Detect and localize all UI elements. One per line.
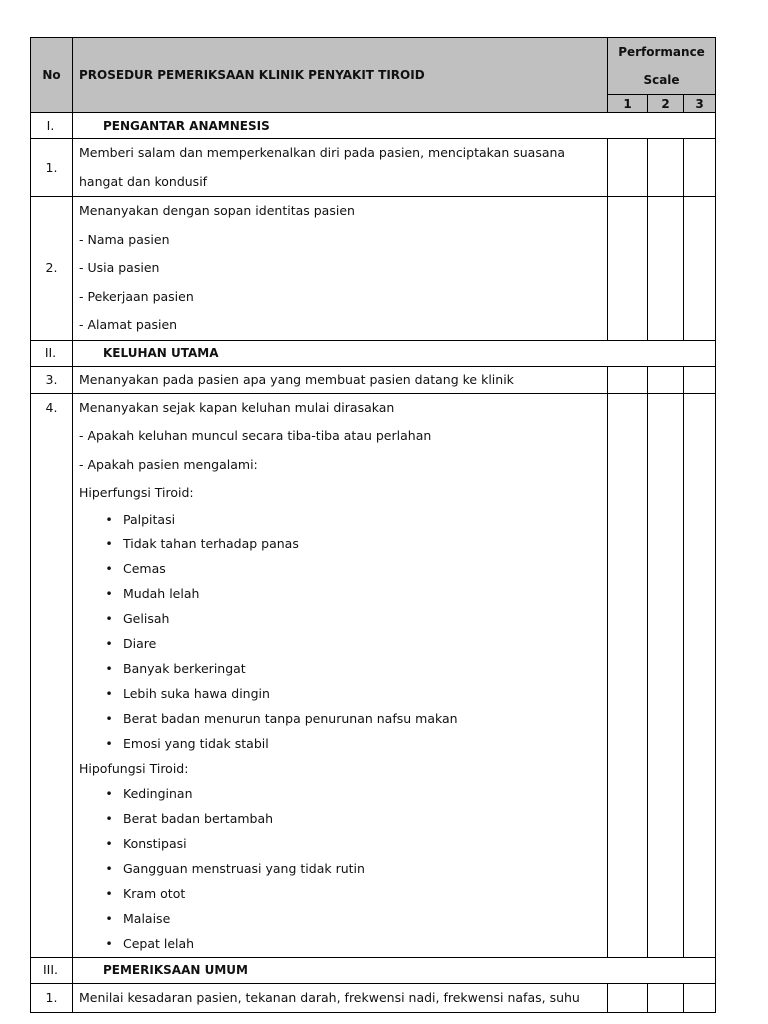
- row-number: 1.: [31, 983, 73, 1012]
- scale-col-1: 1: [608, 95, 648, 113]
- hiperfungsi-label: Hiperfungsi Tiroid:: [79, 485, 194, 500]
- scale-label: Scale: [643, 73, 680, 87]
- symptom-text: Emosi yang tidak stabil: [123, 735, 269, 751]
- score-cell-2[interactable]: [648, 197, 684, 341]
- hipofungsi-label: Hipofungsi Tiroid:: [79, 761, 189, 777]
- score-cell-1[interactable]: [608, 366, 648, 393]
- bullet-icon: •: [105, 685, 113, 701]
- score-cell-1[interactable]: [608, 393, 648, 957]
- symptom-text: Diare: [123, 635, 157, 651]
- header-no: No: [31, 38, 73, 113]
- row-number: 3.: [31, 366, 73, 393]
- symptom-text: Lebih suka hawa dingin: [123, 685, 270, 701]
- procedure-line: - Pekerjaan pasien: [79, 288, 194, 304]
- row-number: 2.: [31, 197, 73, 341]
- row-number: 4.: [31, 393, 73, 957]
- symptom-text: Tidak tahan terhadap panas: [123, 536, 299, 552]
- table-row: [31, 139, 716, 197]
- hiperfungsi-item: [73, 532, 607, 557]
- hiperfungsi-item: [73, 657, 607, 682]
- symptom-text: Malaise: [123, 910, 171, 926]
- procedure-line: Menanyakan dengan sopan identitas pasien: [79, 203, 355, 218]
- table-row: [31, 393, 716, 957]
- bullet-icon: •: [105, 836, 113, 852]
- bullet-icon: •: [105, 861, 113, 877]
- section-number: II.: [31, 340, 73, 366]
- hipofungsi-item: [73, 882, 607, 907]
- symptom-text: Konstipasi: [123, 836, 187, 852]
- score-cell-2[interactable]: [648, 366, 684, 393]
- row-procedure: Menanyakan pada pasien apa yang membuat pasien datang ke klinik: [73, 366, 608, 393]
- hipofungsi-item: [73, 932, 607, 957]
- header-title: PROSEDUR PEMERIKSAAN KLINIK PENYAKIT TIROID: [73, 38, 608, 113]
- section-title: PENGANTAR ANAMNESIS: [73, 113, 716, 139]
- bullet-icon: •: [105, 635, 113, 651]
- bullet-icon: •: [105, 735, 113, 751]
- table-row: [31, 983, 716, 1012]
- hipofungsi-item: [73, 807, 607, 832]
- hiperfungsi-item: [73, 732, 607, 757]
- hipofungsi-item: [73, 782, 607, 807]
- score-cell-2[interactable]: [648, 139, 684, 197]
- bullet-icon: •: [105, 561, 113, 577]
- symptom-text: Palpitasi: [123, 511, 176, 527]
- bullet-icon: •: [105, 660, 113, 676]
- bullet-icon: •: [105, 811, 113, 827]
- bullet-icon: •: [105, 536, 113, 552]
- section-row: [31, 113, 716, 139]
- procedure-line: - Nama pasien: [79, 231, 170, 247]
- hiperfungsi-item: [73, 707, 607, 732]
- header-performance-scale: [608, 38, 716, 95]
- section-title: KELUHAN UTAMA: [73, 340, 716, 366]
- bullet-icon: •: [105, 586, 113, 602]
- checklist-table: [30, 37, 716, 1013]
- procedure-line: - Usia pasien: [79, 260, 160, 275]
- bullet-icon: •: [105, 511, 113, 527]
- score-cell-3[interactable]: [684, 197, 716, 341]
- score-cell-2[interactable]: [648, 393, 684, 957]
- scale-col-3: 3: [684, 95, 716, 113]
- performance-label: Performance: [618, 45, 705, 59]
- section-number: I.: [31, 113, 73, 139]
- symptom-text: Gangguan menstruasi yang tidak rutin: [123, 861, 365, 877]
- row-number: 1.: [31, 139, 73, 197]
- row-procedure: Memberi salam dan memperkenalkan diri pada pasien, menciptakan suasana hangat dan kondusif: [73, 139, 608, 197]
- score-cell-3[interactable]: [684, 983, 716, 1012]
- score-cell-1[interactable]: [608, 197, 648, 341]
- bullet-icon: •: [105, 611, 113, 627]
- table-row: [31, 197, 716, 341]
- score-cell-3[interactable]: [684, 393, 716, 957]
- procedure-line: - Apakah pasien mengalami:: [79, 456, 258, 472]
- table-row: [31, 366, 716, 393]
- symptom-text: Banyak berkeringat: [123, 660, 246, 676]
- hipofungsi-item: [73, 857, 607, 882]
- symptom-text: Mudah lelah: [123, 586, 200, 602]
- procedure-line: - Apakah keluhan muncul secara tiba-tiba atau perlahan: [79, 428, 432, 443]
- symptom-text: Berat badan menurun tanpa penurunan nafsu makan: [123, 710, 458, 726]
- bullet-icon: •: [105, 885, 113, 901]
- row-procedure: [73, 197, 608, 341]
- hiperfungsi-item: [73, 682, 607, 707]
- section-number: III.: [31, 957, 73, 983]
- section-title: PEMERIKSAAN UMUM: [73, 957, 716, 983]
- procedure-line: - Alamat pasien: [79, 317, 178, 332]
- row-procedure: Menilai kesadaran pasien, tekanan darah, frekwensi nadi, frekwensi nafas, suhu: [73, 983, 608, 1012]
- section-row: [31, 340, 716, 366]
- bullet-icon: •: [105, 710, 113, 726]
- symptom-text: Cepat lelah: [123, 935, 195, 951]
- score-cell-3[interactable]: [684, 139, 716, 197]
- symptom-text: Kram otot: [123, 885, 186, 901]
- symptom-text: Kedinginan: [123, 786, 193, 802]
- hiperfungsi-list: [73, 508, 607, 757]
- score-cell-1[interactable]: [608, 983, 648, 1012]
- section-row: [31, 957, 716, 983]
- scale-col-2: 2: [648, 95, 684, 113]
- score-cell-2[interactable]: [648, 983, 684, 1012]
- procedure-line: Menanyakan sejak kapan keluhan mulai dirasakan: [79, 399, 395, 415]
- bullet-icon: •: [105, 935, 113, 951]
- hipofungsi-item: [73, 907, 607, 932]
- score-cell-3[interactable]: [684, 366, 716, 393]
- hiperfungsi-item: [73, 632, 607, 657]
- score-cell-1[interactable]: [608, 139, 648, 197]
- symptom-text: Berat badan bertambah: [123, 811, 274, 827]
- hipofungsi-list: [73, 782, 607, 956]
- hiperfungsi-item: [73, 557, 607, 582]
- hiperfungsi-item: [73, 582, 607, 607]
- hiperfungsi-item: [73, 607, 607, 632]
- bullet-icon: •: [105, 786, 113, 802]
- bullet-icon: •: [105, 910, 113, 926]
- symptom-text: Gelisah: [123, 611, 170, 627]
- hipofungsi-item: [73, 832, 607, 857]
- row-procedure: [73, 393, 608, 957]
- hiperfungsi-item: [73, 508, 607, 533]
- symptom-text: Cemas: [123, 561, 166, 577]
